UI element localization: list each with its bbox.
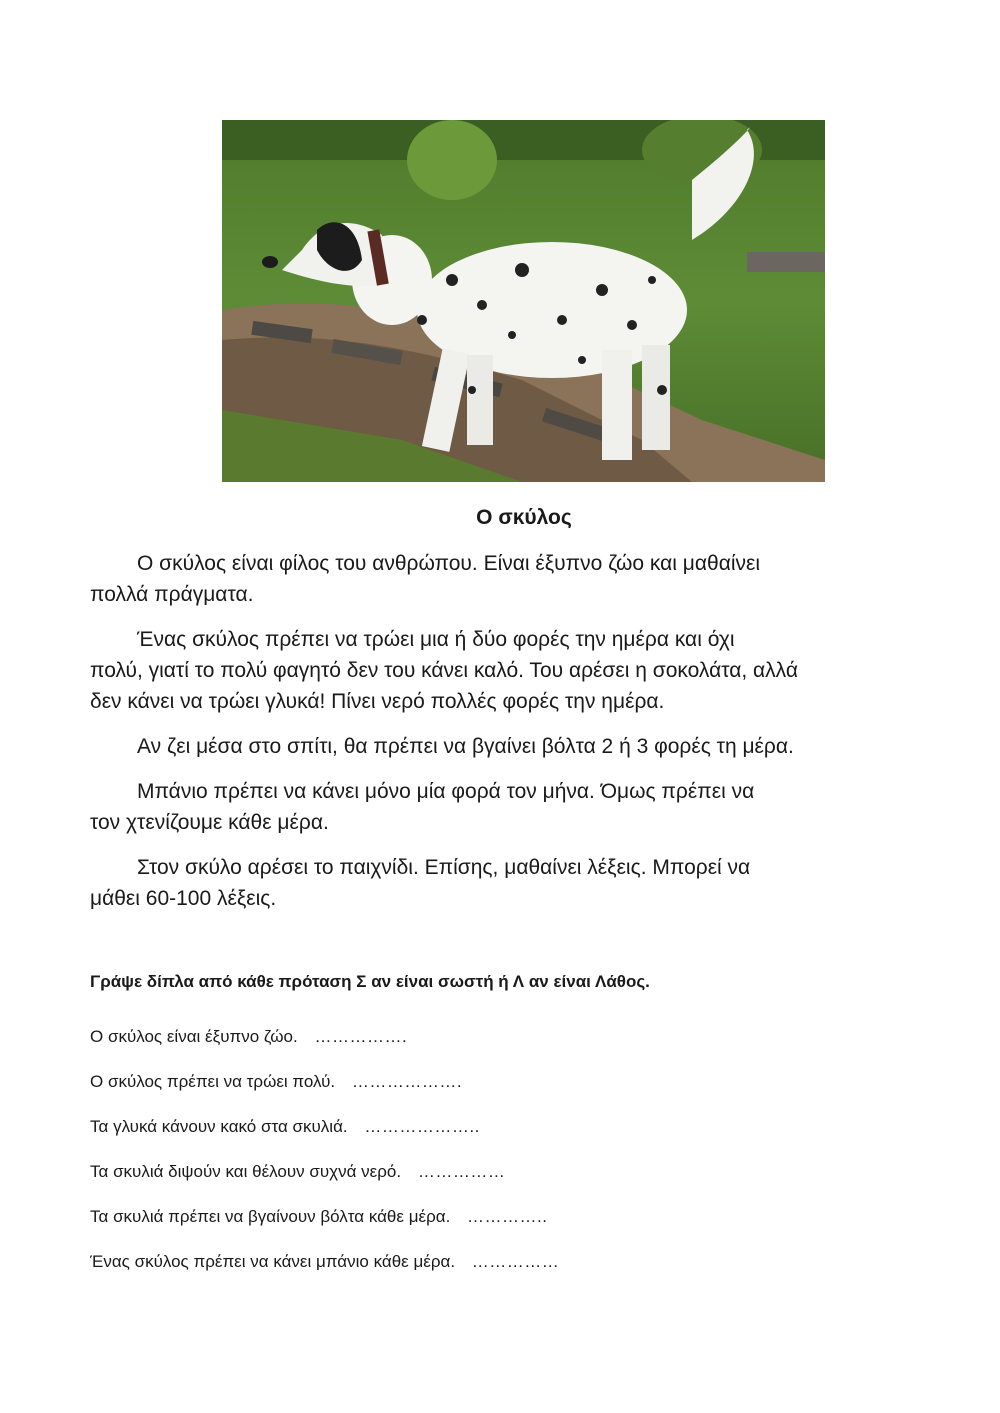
question-text: Τα σκυλιά πρέπει να βγαίνουν βόλτα κάθε μέρα.	[90, 1207, 451, 1226]
question-text: Ο σκύλος πρέπει να τρώει πολύ.	[90, 1072, 336, 1091]
text-line: τον χτενίζουμε κάθε μέρα.	[90, 811, 329, 834]
answer-blank[interactable]: ……………	[417, 1162, 506, 1181]
paragraph	[90, 731, 910, 762]
question-item	[90, 1161, 559, 1206]
text-line: Μπάνιο πρέπει να κάνει μόνο μία φορά τον μήνα. Όμως πρέπει να	[137, 780, 755, 803]
question-item	[90, 1206, 559, 1251]
text-line: πολλά πράγματα.	[90, 583, 254, 606]
dog-photo	[222, 120, 825, 482]
question-item	[90, 1251, 559, 1296]
paragraph	[90, 624, 910, 717]
text-line: Αν ζει μέσα στο σπίτι, θα πρέπει να βγαίνει βόλτα 2 ή 3 φορές τη μέρα.	[137, 735, 794, 758]
text-line: Στον σκύλο αρέσει το παιχνίδι. Επίσης, μαθαίνει λέξεις. Μπορεί να	[137, 856, 751, 879]
text-line: Ο σκύλος είναι φίλος του ανθρώπου. Είναι έξυπνο ζώο και μαθαίνει	[137, 552, 761, 575]
text-line: πολύ, γιατί το πολύ φαγητό δεν του κάνει καλό. Του αρέσει η σοκολάτα, αλλά	[90, 659, 798, 682]
question-text: Τα σκυλιά διψούν και θέλουν συχνά νερό.	[90, 1162, 402, 1181]
text-line: δεν κάνει να τρώει γλυκά! Πίνει νερό πολλές φορές την ημέρα.	[90, 690, 665, 713]
question-text: Ένας σκύλος πρέπει να κάνει μπάνιο κάθε μέρα.	[90, 1252, 456, 1271]
text-line: Ένας σκύλος πρέπει να τρώει μια ή δύο φορές την ημέρα και όχι	[137, 628, 735, 651]
answer-blank[interactable]: ……………	[471, 1252, 560, 1271]
question-item	[90, 1116, 559, 1161]
question-item	[90, 1026, 559, 1071]
answer-blank[interactable]: …………..	[467, 1207, 548, 1226]
paragraph	[90, 776, 910, 838]
answer-blank[interactable]: ………………..	[364, 1117, 480, 1136]
page-title: Ο σκύλος	[476, 506, 572, 529]
paragraph	[90, 852, 910, 914]
story-text	[90, 548, 910, 928]
question-text: Ο σκύλος είναι έξυπνο ζώο.	[90, 1027, 298, 1046]
exercise-instruction: Γράψε δίπλα από κάθε πρόταση Σ αν είναι σωστή ή Λ αν είναι Λάθος.	[90, 972, 650, 991]
paragraph	[90, 548, 910, 610]
text-line: μάθει 60-100 λέξεις.	[90, 887, 277, 910]
answer-blank[interactable]: …………….	[314, 1027, 408, 1046]
question-item	[90, 1071, 559, 1116]
answer-blank[interactable]: ……………….	[351, 1072, 463, 1091]
true-false-list	[90, 1026, 559, 1296]
question-text: Τα γλυκά κάνουν κακό στα σκυλιά.	[90, 1117, 348, 1136]
